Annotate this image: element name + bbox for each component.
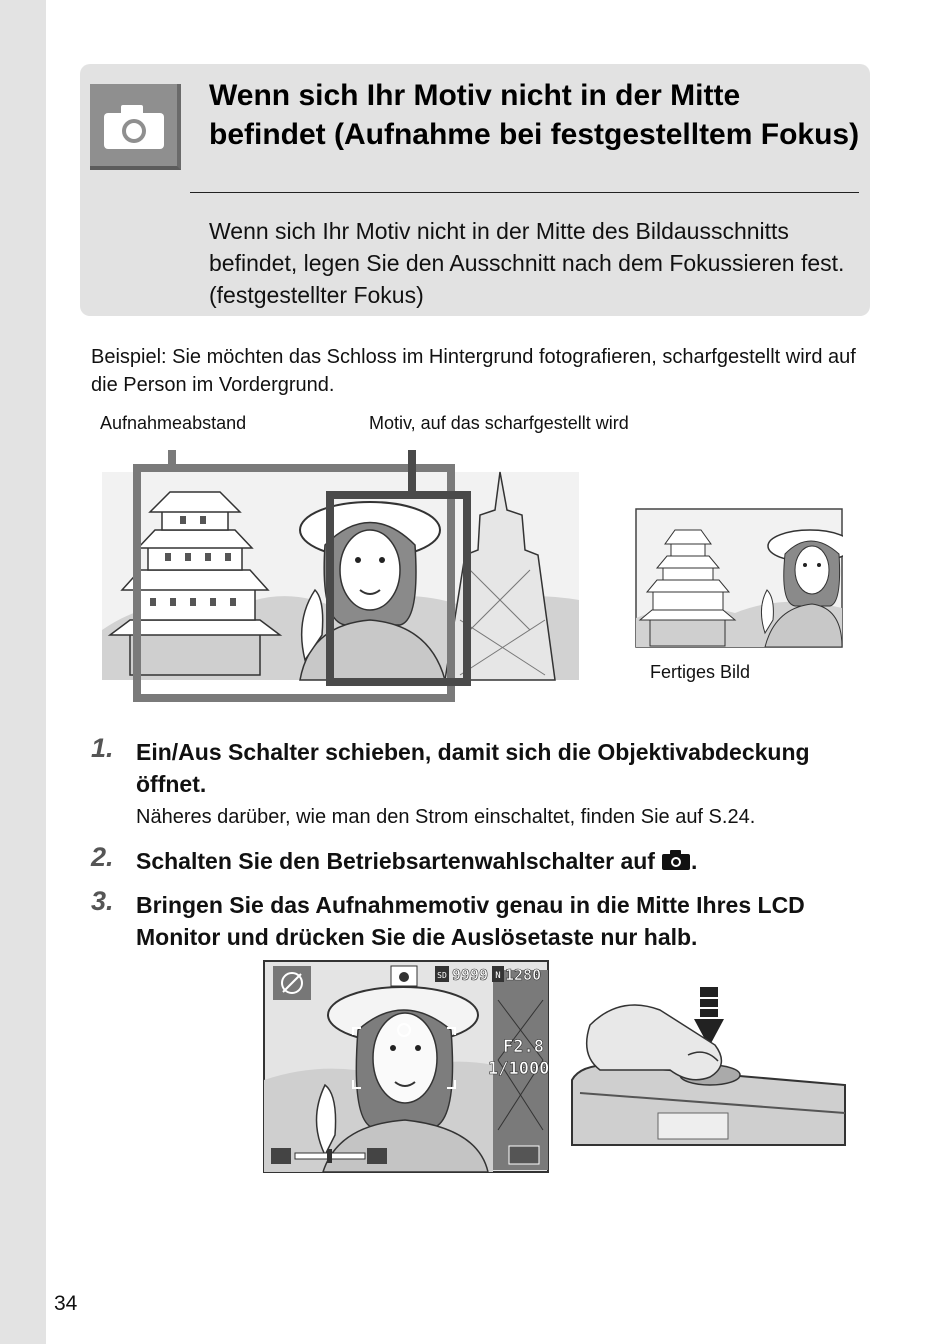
example-paragraph: Beispiel: Sie möchten das Schloss im Hintergrund fotografieren, scharfgestellt wird auf die Person im Vordergrund. — [91, 346, 856, 396]
framing-scene-illustration — [100, 450, 585, 705]
label-focus-subject: Motiv, auf das scharfgestellt wird — [369, 413, 629, 433]
lcd-aperture: F2.8 — [503, 1037, 544, 1057]
svg-text:N: N — [495, 971, 501, 981]
lcd-resolution: 1280 — [505, 966, 542, 984]
step-2-text: Schalten Sie den Betriebsartenwahlschalter auf — [136, 848, 655, 874]
shutter-half-press-illustration — [570, 985, 850, 1147]
camera-icon — [90, 84, 177, 166]
camera-mode-badge — [90, 84, 181, 170]
title-divider — [190, 192, 859, 193]
step-1-number: 1. — [91, 733, 114, 763]
finished-image-illustration — [635, 508, 843, 648]
step-2-line — [136, 845, 856, 877]
label-shooting-distance: Aufnahmeabstand — [100, 413, 247, 433]
lcd-monitor-illustration — [263, 960, 549, 1173]
page-title: Wenn sich Ihr Motiv nicht in der Mitte befindet (Aufnahme bei festgestelltem Fokus) — [209, 79, 860, 151]
lcd-remaining-count: 9999 — [452, 966, 489, 984]
page-number: 34 — [54, 1292, 78, 1315]
camera-mode-icon — [661, 849, 691, 871]
label-finished-image: Fertiges Bild — [650, 662, 751, 682]
step-1-text: Ein/Aus Schalter schieben, damit sich die Objektivabdeckung öffnet. — [136, 739, 810, 797]
lcd-shutter-speed: 1/1000 — [488, 1059, 549, 1079]
step-2-number: 2. — [91, 842, 114, 872]
step-2-suffix: . — [690, 848, 698, 874]
intro-paragraph: Wenn sich Ihr Motiv nicht in der Mitte des Bildausschnitts befindet, legen Sie den Ausschnitt nach dem Fokussieren fest. (festgestellter Fokus) — [209, 218, 845, 308]
side-margin-strip — [0, 0, 46, 1344]
step-3-number: 3. — [91, 886, 114, 916]
step-3-text: Bringen Sie das Aufnahmemotiv genau in die Mitte Ihres LCD Monitor und drücken Sie die Auslösetaste nur halb. — [136, 892, 805, 950]
svg-text:SD: SD — [437, 971, 447, 980]
step-1-note: Näheres darüber, wie man den Strom einschaltet, finden Sie auf S.24. — [136, 806, 756, 828]
